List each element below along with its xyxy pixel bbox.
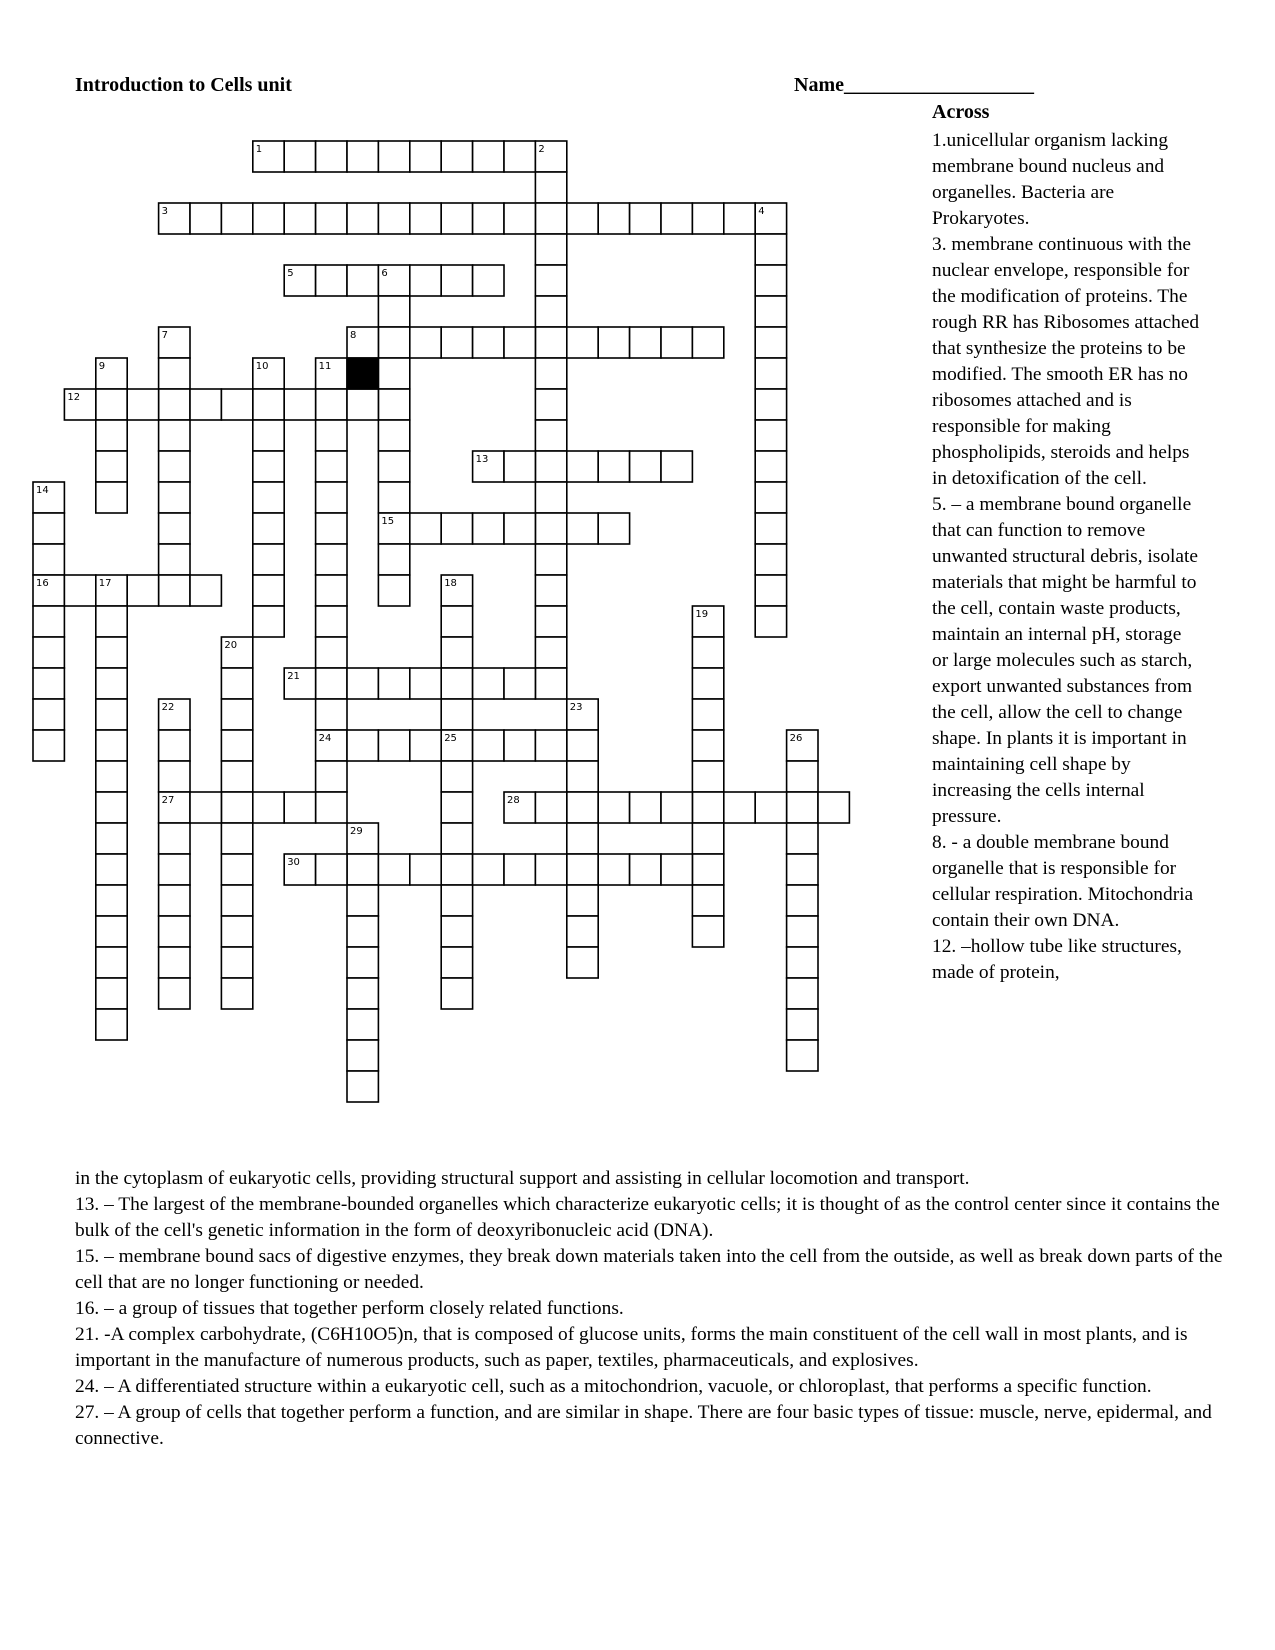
clue-27: 27. – A group of cells that together perform a function, and are similar in shape. There are four basic types of tissue: muscle, nerve, epidermal, and connective. <box>75 1402 1212 1449</box>
crossword-cell[interactable] <box>284 203 315 234</box>
crossword-cell[interactable] <box>630 792 661 823</box>
clue-number-27: 27 <box>161 795 175 806</box>
crossword-cell[interactable] <box>33 606 64 637</box>
crossword-cell[interactable] <box>159 730 190 761</box>
crossword-cell[interactable] <box>127 389 158 420</box>
clue-number-13: 13 <box>475 454 489 465</box>
clue-1: 1.unicellular organism lacking membrane bound nucleus and organelles. Bacteria are Prokaryotes. <box>932 130 1169 229</box>
crossword-cell[interactable] <box>787 823 818 854</box>
crossword-cell[interactable] <box>316 699 347 730</box>
crossword-cell[interactable] <box>316 606 347 637</box>
clue-number-21: 21 <box>287 671 300 682</box>
crossword-cell[interactable] <box>221 668 252 699</box>
crossword-cell[interactable] <box>221 792 252 823</box>
crossword-cell[interactable] <box>441 203 472 234</box>
crossword-cell[interactable] <box>33 699 64 730</box>
crossword-cell[interactable] <box>787 792 818 823</box>
crossword-cell[interactable] <box>441 823 472 854</box>
crossword-cell[interactable] <box>410 513 441 544</box>
crossword-cell[interactable] <box>159 544 190 575</box>
clue-15: 15. – membrane bound sacs of digestive enzymes, they break down materials taken into the cell from the outside, as well as break down parts of the cell that are no longer functioning or needed. <box>75 1246 1223 1293</box>
crossword-cell[interactable] <box>661 854 692 885</box>
crossword-cell[interactable] <box>692 699 723 730</box>
crossword-cell[interactable] <box>535 358 566 389</box>
crossword-cell[interactable] <box>724 792 755 823</box>
crossword-cell[interactable] <box>378 854 409 885</box>
crossword-cell[interactable] <box>755 513 786 544</box>
crossword-cell[interactable] <box>692 792 723 823</box>
crossword-cell[interactable] <box>96 482 127 513</box>
crossword-cell[interactable] <box>504 668 535 699</box>
crossword-cell[interactable] <box>567 203 598 234</box>
crossword-cell[interactable] <box>378 389 409 420</box>
crossword-cell[interactable] <box>598 792 629 823</box>
crossword-cell[interactable] <box>441 885 472 916</box>
crossword-cell[interactable] <box>567 513 598 544</box>
crossword-cell[interactable] <box>755 234 786 265</box>
clue-16: 16. – a group of tissues that together perform closely related functions. <box>75 1298 624 1319</box>
crossword-cell[interactable] <box>96 451 127 482</box>
crossword-cell[interactable] <box>692 668 723 699</box>
clue-number-4: 4 <box>758 206 765 217</box>
crossword-cell[interactable] <box>661 327 692 358</box>
crossword-cell[interactable] <box>347 1009 378 1040</box>
crossword-cell[interactable] <box>567 792 598 823</box>
crossword-cell[interactable] <box>347 389 378 420</box>
crossword-cell[interactable] <box>96 389 127 420</box>
crossword-cell[interactable] <box>347 730 378 761</box>
crossword-cell[interactable] <box>316 513 347 544</box>
crossword-cell[interactable] <box>221 389 252 420</box>
crossword-cell[interactable] <box>316 668 347 699</box>
crossword-cell[interactable] <box>347 854 378 885</box>
crossword-cell[interactable] <box>567 761 598 792</box>
crossword-cell[interactable] <box>535 606 566 637</box>
crossword-cell[interactable] <box>535 544 566 575</box>
crossword-cell[interactable] <box>755 451 786 482</box>
crossword-cell[interactable] <box>787 761 818 792</box>
crossword-cell[interactable] <box>159 513 190 544</box>
crossword-cell[interactable] <box>441 265 472 296</box>
crossword-cell[interactable] <box>755 327 786 358</box>
crossword-cell[interactable] <box>441 916 472 947</box>
crossword-cell[interactable] <box>441 606 472 637</box>
crossword-cell[interactable] <box>535 668 566 699</box>
crossword-cell[interactable] <box>567 730 598 761</box>
crossword-cell[interactable] <box>567 854 598 885</box>
crossword-cell[interactable] <box>473 854 504 885</box>
crossword-cell[interactable] <box>410 854 441 885</box>
clue-number-6: 6 <box>381 268 388 279</box>
crossword-cell[interactable] <box>692 854 723 885</box>
crossword-cell[interactable] <box>284 792 315 823</box>
crossword-cell[interactable] <box>598 451 629 482</box>
crossword-cell[interactable] <box>535 420 566 451</box>
crossword-cell[interactable] <box>787 916 818 947</box>
crossword-cell[interactable] <box>347 265 378 296</box>
crossword-cell[interactable] <box>316 389 347 420</box>
crossword-cell[interactable] <box>755 482 786 513</box>
crossword-cell[interactable] <box>410 730 441 761</box>
crossword-cell[interactable] <box>535 575 566 606</box>
crossword-cell[interactable] <box>535 854 566 885</box>
clue-24: 24. – A differentiated structure within a eukaryotic cell, such as a mitochondrion, vacuole, or chloroplast, that performs a specific function. <box>75 1376 1152 1397</box>
crossword-cell[interactable] <box>787 1009 818 1040</box>
crossword-cell[interactable] <box>598 513 629 544</box>
crossword-cell[interactable] <box>598 327 629 358</box>
crossword-cell[interactable] <box>441 668 472 699</box>
crossword-cell[interactable] <box>159 916 190 947</box>
crossword-cell[interactable] <box>190 792 221 823</box>
crossword-cell[interactable] <box>441 141 472 172</box>
crossword-cell[interactable] <box>316 761 347 792</box>
crossword-cell[interactable] <box>96 885 127 916</box>
crossword-cell[interactable] <box>755 389 786 420</box>
crossword-cell[interactable] <box>316 482 347 513</box>
clue-number-20: 20 <box>224 640 238 651</box>
crossword-cell[interactable] <box>253 606 284 637</box>
crossword-cell[interactable] <box>347 141 378 172</box>
crossword-cell[interactable] <box>221 823 252 854</box>
crossword-cell[interactable] <box>190 575 221 606</box>
crossword-cell[interactable] <box>159 389 190 420</box>
crossword-cell[interactable] <box>96 947 127 978</box>
crossword-cell[interactable] <box>504 327 535 358</box>
clue-13: 13. – The largest of the membrane-bounded organelles which characterize eukaryotic cells; it is thought of as the control center since it contains the bulk of the cell's genetic information in the form of deoxyribonucleic acid (DNA). <box>75 1194 1220 1241</box>
crossword-cell[interactable] <box>692 885 723 916</box>
crossword-cell[interactable] <box>755 575 786 606</box>
crossword-cell[interactable] <box>253 792 284 823</box>
crossword-cell[interactable] <box>378 420 409 451</box>
crossword-cell[interactable] <box>441 761 472 792</box>
clue-number-7: 7 <box>161 330 168 341</box>
crossword-cell[interactable] <box>253 451 284 482</box>
crossword-cell[interactable] <box>221 730 252 761</box>
crossword-cell[interactable] <box>253 420 284 451</box>
crossword-cell[interactable] <box>378 358 409 389</box>
crossword-cell[interactable] <box>630 854 661 885</box>
crossword-cell[interactable] <box>253 203 284 234</box>
crossword-cell[interactable] <box>661 203 692 234</box>
crossword-cell[interactable] <box>316 792 347 823</box>
crossword-cell[interactable] <box>316 854 347 885</box>
crossword-cell[interactable] <box>159 947 190 978</box>
crossword-cell[interactable] <box>347 885 378 916</box>
clue-number-28: 28 <box>507 795 520 806</box>
crossword-cell[interactable] <box>378 327 409 358</box>
crossword-cell[interactable] <box>567 327 598 358</box>
clue-12-end: in the cytoplasm of eukaryotic cells, providing structural support and assisting in cellular locomotion and transport. <box>75 1168 970 1189</box>
crossword-cell[interactable] <box>567 916 598 947</box>
crossword-cell[interactable] <box>253 575 284 606</box>
across-clues-column <box>932 128 1202 986</box>
crossword-cell[interactable] <box>96 668 127 699</box>
clue-number-24: 24 <box>318 733 332 744</box>
crossword-cell[interactable] <box>787 854 818 885</box>
crossword-cell[interactable] <box>630 451 661 482</box>
crossword-cell[interactable] <box>316 544 347 575</box>
crossword-cell[interactable] <box>347 203 378 234</box>
crossword-cell[interactable] <box>378 544 409 575</box>
clue-number-2: 2 <box>538 144 545 155</box>
crossword-cell[interactable] <box>755 606 786 637</box>
crossword-cell[interactable] <box>535 792 566 823</box>
crossword-cell[interactable] <box>410 327 441 358</box>
clue-number-23: 23 <box>569 702 583 713</box>
crossword-cell[interactable] <box>378 730 409 761</box>
crossword-cell[interactable] <box>159 482 190 513</box>
crossword-cell[interactable] <box>441 699 472 730</box>
crossword-black-cell <box>347 358 378 389</box>
clue-8: 8. - a double membrane bound organelle that is responsible for cellular respiration. Mitochondria contain their own DNA. <box>932 832 1194 931</box>
crossword-cell[interactable] <box>190 203 221 234</box>
crossword-cell[interactable] <box>755 265 786 296</box>
crossword-cell[interactable] <box>96 916 127 947</box>
clue-number-16: 16 <box>36 578 49 589</box>
crossword-cell[interactable] <box>316 203 347 234</box>
crossword-cell[interactable] <box>692 761 723 792</box>
clue-number-14: 14 <box>36 485 49 496</box>
crossword-cell[interactable] <box>159 358 190 389</box>
crossword-cell[interactable] <box>692 730 723 761</box>
clue-number-9: 9 <box>98 361 106 372</box>
crossword-cell[interactable] <box>473 730 504 761</box>
crossword-cell[interactable] <box>441 792 472 823</box>
crossword-cell[interactable] <box>755 420 786 451</box>
crossword-cell[interactable] <box>159 451 190 482</box>
crossword-cell[interactable] <box>567 451 598 482</box>
crossword-cell[interactable] <box>347 916 378 947</box>
crossword-cell[interactable] <box>221 885 252 916</box>
crossword-cell[interactable] <box>96 699 127 730</box>
crossword-cell[interactable] <box>473 265 504 296</box>
crossword-cell[interactable] <box>598 854 629 885</box>
crossword-cell[interactable] <box>535 327 566 358</box>
crossword-cell[interactable] <box>818 792 849 823</box>
crossword-cell[interactable] <box>347 1040 378 1071</box>
crossword-cell[interactable] <box>535 513 566 544</box>
crossword-cell[interactable] <box>473 203 504 234</box>
clue-number-29: 29 <box>350 826 363 837</box>
crossword-cell[interactable] <box>253 482 284 513</box>
clue-21: 21. -A complex carbohydrate, (C6H10O5)n, that is composed of glucose units, forms the main constituent of the cell wall in most plants, and is important in the manufacture of numerous products, such as paper, textiles, pharmaceuticals, and explosives. <box>75 1324 1188 1371</box>
crossword-cell[interactable] <box>787 947 818 978</box>
crossword-cell[interactable] <box>96 978 127 1009</box>
crossword-cell[interactable] <box>316 575 347 606</box>
crossword-cell[interactable] <box>96 1009 127 1040</box>
clue-number-12: 12 <box>67 392 81 403</box>
clue-number-8: 8 <box>350 330 357 341</box>
crossword-cell[interactable] <box>347 947 378 978</box>
crossword-cell[interactable] <box>159 575 190 606</box>
crossword-cell[interactable] <box>441 513 472 544</box>
crossword-cell[interactable] <box>504 854 535 885</box>
crossword-cell[interactable] <box>441 978 472 1009</box>
crossword-cell[interactable] <box>316 451 347 482</box>
clue-number-3: 3 <box>161 206 168 217</box>
crossword-cell[interactable] <box>33 637 64 668</box>
crossword-cell[interactable] <box>33 513 64 544</box>
crossword-cell[interactable] <box>473 141 504 172</box>
crossword-cell[interactable] <box>473 327 504 358</box>
crossword-cell[interactable] <box>567 885 598 916</box>
crossword-cell[interactable] <box>127 575 158 606</box>
crossword-cell[interactable] <box>253 544 284 575</box>
crossword-cell[interactable] <box>630 203 661 234</box>
crossword-cell[interactable] <box>378 451 409 482</box>
crossword-cell[interactable] <box>441 854 472 885</box>
crossword-cell[interactable] <box>535 296 566 327</box>
crossword-cell[interactable] <box>96 637 127 668</box>
crossword-cell[interactable] <box>347 978 378 1009</box>
crossword-cell[interactable] <box>441 947 472 978</box>
crossword-cell[interactable] <box>159 761 190 792</box>
clue-number-1: 1 <box>255 144 263 155</box>
crossword-cell[interactable] <box>473 513 504 544</box>
crossword-cell[interactable] <box>64 575 95 606</box>
crossword-cell[interactable] <box>221 916 252 947</box>
crossword-cell[interactable] <box>410 265 441 296</box>
clue-number-26: 26 <box>789 733 803 744</box>
crossword-cell[interactable] <box>441 327 472 358</box>
crossword-cell[interactable] <box>535 451 566 482</box>
crossword-cell[interactable] <box>159 978 190 1009</box>
crossword-cell[interactable] <box>378 203 409 234</box>
crossword-cell[interactable] <box>316 265 347 296</box>
crossword-cell[interactable] <box>504 730 535 761</box>
crossword-cell[interactable] <box>473 668 504 699</box>
crossword-cell[interactable] <box>253 513 284 544</box>
crossword-cell[interactable] <box>535 482 566 513</box>
across-heading: Across <box>932 101 990 123</box>
crossword-cell[interactable] <box>724 203 755 234</box>
clue-number-10: 10 <box>255 361 269 372</box>
crossword-cell[interactable] <box>630 327 661 358</box>
crossword-cell[interactable] <box>535 234 566 265</box>
crossword-cell[interactable] <box>221 854 252 885</box>
crossword-cell[interactable] <box>221 761 252 792</box>
crossword-cell[interactable] <box>96 420 127 451</box>
crossword-cell[interactable] <box>378 482 409 513</box>
crossword-cell[interactable] <box>692 327 723 358</box>
crossword-cell[interactable] <box>221 203 252 234</box>
crossword-cell[interactable] <box>378 141 409 172</box>
crossword-cell[interactable] <box>535 389 566 420</box>
crossword-cell[interactable] <box>96 854 127 885</box>
crossword-cell[interactable] <box>410 141 441 172</box>
crossword-cell[interactable] <box>96 823 127 854</box>
crossword-cell[interactable] <box>535 637 566 668</box>
clue-5: 5. – a membrane bound organelle that can function to remove unwanted structural debris, isolate materials that might be harmful to the cell, contain waste products, maintain an internal pH, storage or large molecules such as starch, export unwanted substances from the cell, allow the cell to change shape. In plants it is important in maintaining cell shape by increasing the cells internal pressure. <box>932 494 1199 827</box>
crossword-cell[interactable] <box>787 978 818 1009</box>
crossword-cell[interactable] <box>504 513 535 544</box>
clue-number-17: 17 <box>98 578 112 589</box>
crossword-cell[interactable] <box>410 668 441 699</box>
crossword-cell[interactable] <box>692 916 723 947</box>
crossword-cell[interactable] <box>692 823 723 854</box>
across-clues-continued <box>75 1166 1225 1452</box>
crossword-cell[interactable] <box>755 358 786 389</box>
crossword-cell[interactable] <box>378 668 409 699</box>
crossword-cell[interactable] <box>504 141 535 172</box>
crossword-cell[interactable] <box>316 420 347 451</box>
crossword-cell[interactable] <box>787 885 818 916</box>
crossword-cell[interactable] <box>692 637 723 668</box>
crossword-cell[interactable] <box>755 792 786 823</box>
crossword-cell[interactable] <box>33 668 64 699</box>
crossword-cell[interactable] <box>190 389 221 420</box>
crossword-cell[interactable] <box>159 885 190 916</box>
crossword-cell[interactable] <box>316 637 347 668</box>
crossword-cell[interactable] <box>316 141 347 172</box>
crossword-cell[interactable] <box>96 730 127 761</box>
crossword-cell[interactable] <box>33 544 64 575</box>
crossword-cell[interactable] <box>567 947 598 978</box>
clue-number-25: 25 <box>444 733 457 744</box>
crossword-cell[interactable] <box>96 792 127 823</box>
crossword-cell[interactable] <box>347 1071 378 1102</box>
crossword-cell[interactable] <box>159 854 190 885</box>
crossword-cell[interactable] <box>284 389 315 420</box>
clue-3: 3. membrane continuous with the nuclear envelope, responsible for the modification of proteins. The rough RR has Ribosomes attached that synthesize the proteins to be modified. The smooth ER has no ribosomes attached and is responsible for making phospholipids, steroids and helps in detoxification of the cell. <box>932 234 1200 489</box>
crossword-cell[interactable] <box>221 978 252 1009</box>
crossword-cell[interactable] <box>535 730 566 761</box>
crossword-cell[interactable] <box>221 947 252 978</box>
clue-number-30: 30 <box>287 857 300 868</box>
crossword-cell[interactable] <box>535 203 566 234</box>
crossword-cell[interactable] <box>598 203 629 234</box>
name-field-label[interactable]: Name___________________ <box>794 74 1034 96</box>
crossword-cell[interactable] <box>441 637 472 668</box>
crossword-cell[interactable] <box>692 203 723 234</box>
crossword-cell[interactable] <box>378 575 409 606</box>
clue-number-18: 18 <box>444 578 457 589</box>
crossword-cell[interactable] <box>159 420 190 451</box>
crossword-cell[interactable] <box>378 296 409 327</box>
crossword-cell[interactable] <box>567 823 598 854</box>
crossword-cell[interactable] <box>159 823 190 854</box>
crossword-cell[interactable] <box>504 203 535 234</box>
crossword-cell[interactable] <box>96 606 127 637</box>
crossword-cell[interactable] <box>221 699 252 730</box>
clue-number-19: 19 <box>695 609 709 620</box>
crossword-cell[interactable] <box>410 203 441 234</box>
crossword-cell[interactable] <box>661 792 692 823</box>
clue-number-5: 5 <box>287 268 294 279</box>
crossword-cell[interactable] <box>347 668 378 699</box>
clue-number-15: 15 <box>381 516 395 527</box>
clue-number-22: 22 <box>161 702 175 713</box>
crossword-cell[interactable] <box>253 389 284 420</box>
crossword-cell[interactable] <box>755 296 786 327</box>
crossword-cell[interactable] <box>535 172 566 203</box>
crossword-cell[interactable] <box>787 1040 818 1071</box>
crossword-cell[interactable] <box>535 265 566 296</box>
worksheet-title: Introduction to Cells unit <box>75 74 292 96</box>
crossword-cell[interactable] <box>755 544 786 575</box>
crossword-cell[interactable] <box>661 451 692 482</box>
crossword-cell[interactable] <box>284 141 315 172</box>
clue-12-start: 12. –hollow tube like structures, made of protein, <box>932 936 1182 983</box>
crossword-cell[interactable] <box>33 730 64 761</box>
crossword-cell[interactable] <box>504 451 535 482</box>
clue-number-11: 11 <box>318 361 332 372</box>
crossword-cell[interactable] <box>96 761 127 792</box>
